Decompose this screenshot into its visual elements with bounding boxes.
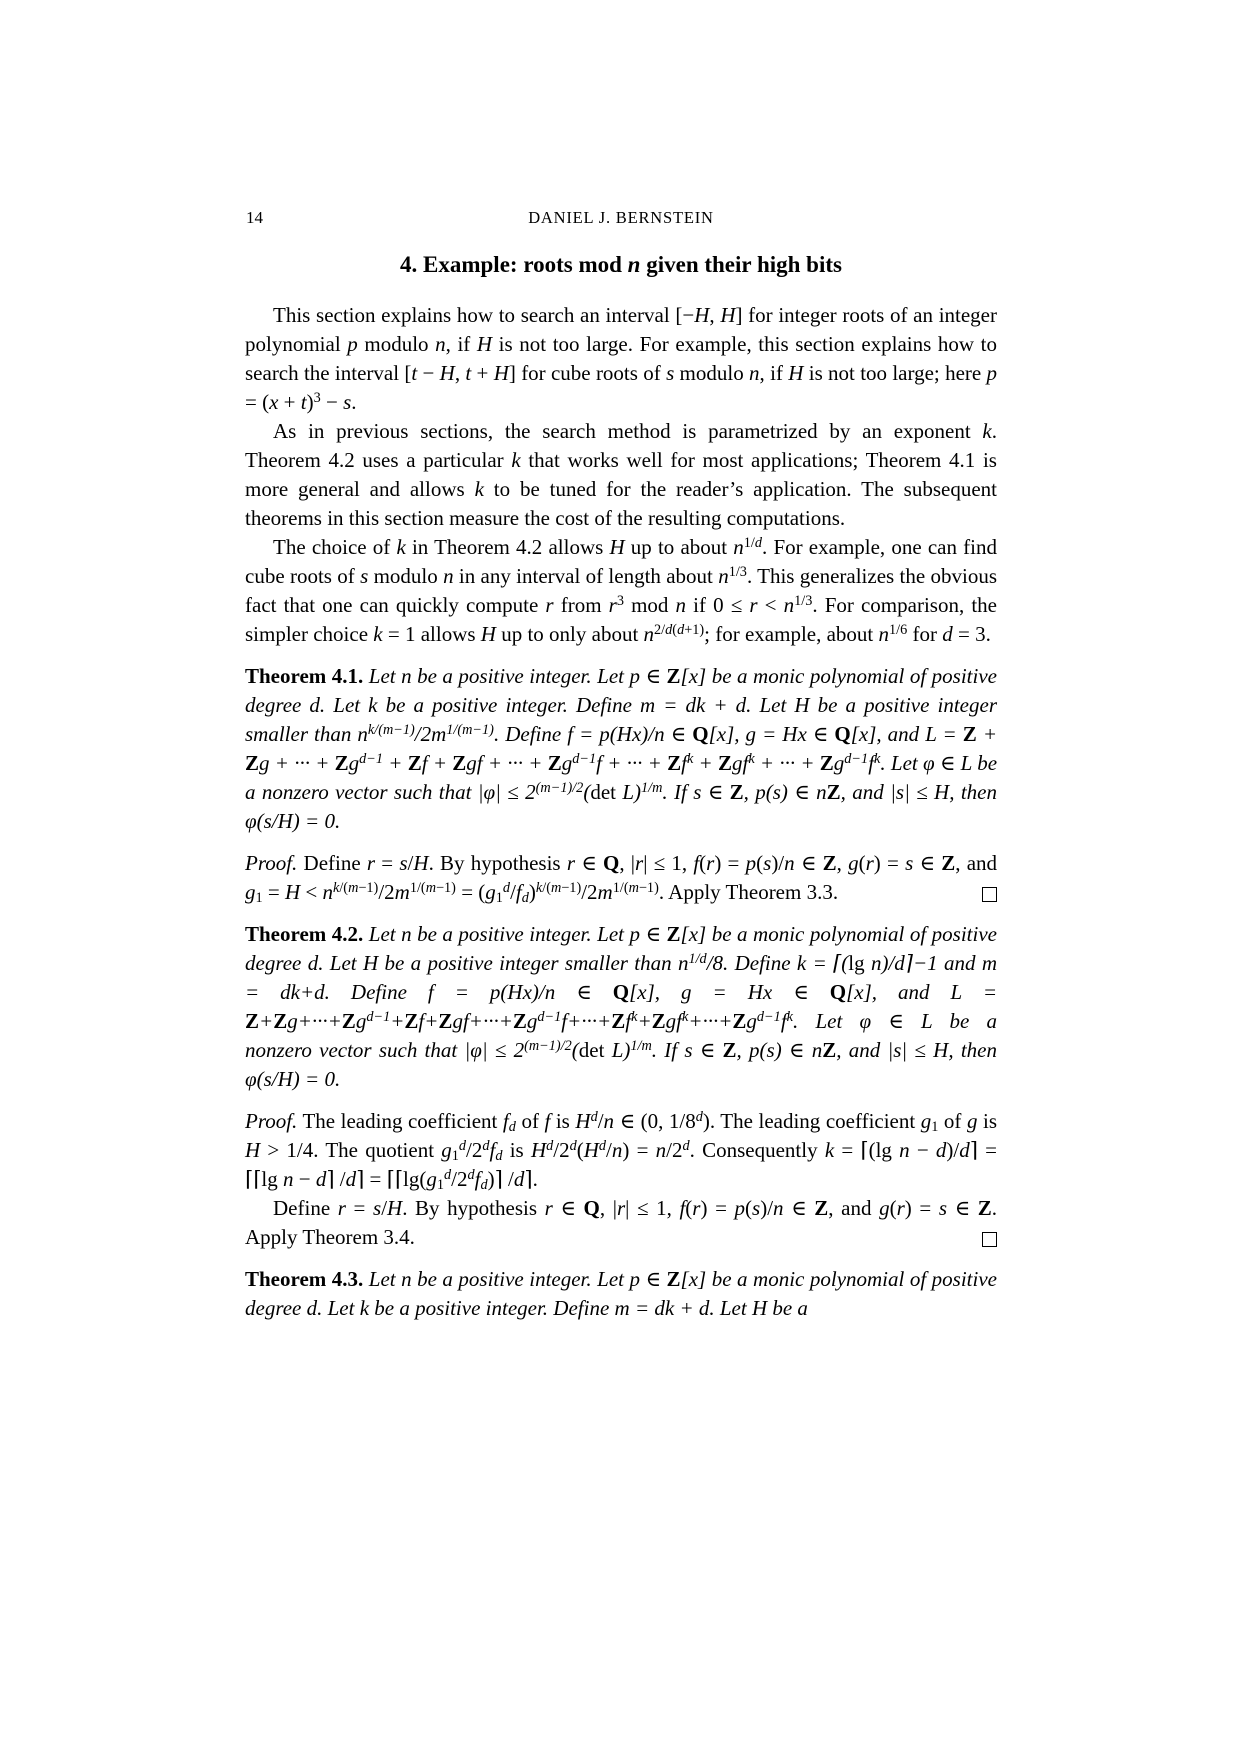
paragraph-parametrization: As in previous sections, the search method is parametrized by an exponent k. Theorem 4.2 uses a particular k that works well for most applications; Theorem 4.1 is more general and allows k to be tuned for the reader’s application. The subsequent theorems in this section measure the cost of the resulting computations. — [245, 419, 998, 530]
proof-4-2-part2: Define r = s/H. By hypothesis r ∈ Q, |r| ≤ 1, f(r) = p(s)/n ∈ Z, and g(r) = s ∈ Z. Apply Theorem 3.4. — [245, 1196, 998, 1249]
text-column — [245, 252, 997, 1323]
paragraph-choice-of-k: The choice of k in Theorem 4.2 allows H up to about $n^{1/d}$. For example, one can find cube roots of s modulo n in any interval of length about $n^{1/3}$. This generalizes the obvious fact that one can quickly compute r from $r^3$ mod n if $0 \le r < n^{1/3}$. For comparison, the simpler choice k = 1 allows H up to only about $n^{2/d(d+1)}$; for example, about $n^{1/6}$ for d = 3. — [245, 535, 997, 646]
theorem-4-1: Theorem 4.1. Let n be a positive integer. Let p ∈ Z[x] be a monic polynomial of positive degree d. Let k be a positive integer. Define m = dk + d. Let H be a positive integer smaller than $n^{k/(m-1)}/2m^{1/(m-1)}$. Define f = p(Hx)/n ∈ Q[x], g = Hx ∈ Q[x], and L = Z + Zg + ··· + $Zg^{d-1} + Zf$ + Zgf + ··· + $Zg^{d-1}f$ + ··· + $Zf^k + Zgf^k$ + ··· + $Zg^{d-1}f^k$. Let φ ∈ L be a nonzero vector such that $|\varphi| \le 2^{(m-1)/2}(\det$ L)$^{1/m}$. If s ∈ Z, p(s) ∈ nZ, and |s| ≤ H, then φ(s/H) = 0. — [245, 664, 998, 833]
theorem-4-2-label: Theorem 4.2. — [245, 922, 364, 946]
qed-box — [982, 887, 997, 902]
running-head-author: DANIEL J. BERNSTEIN — [528, 208, 714, 227]
theorem-4-2: Theorem 4.2. Let n be a positive integer. Let p ∈ Z[x] be a monic polynomial of positive degree d. Let H be a positive integer smaller than $n^{1/d}/8$. Define k = ⌈(lg n)/d⌉−1 and m = dk+d. Define f = p(Hx)/n ∈ Q[x], g = Hx ∈ Q[x], and $L = Z+Zg+\cdot\cdot\cdot+Zg^{d-1}+Zf+Zgf+\cdot\cdot\cdot+Zg^{d-1}f+\cdot\cdot\cdot+Zf^k+Zgf^k+\cdot\cdot\cdot+Zg^{d-1}f^k$. Let φ ∈ L be a nonzero vector such that $|\varphi| \le 2^{(m-1)/2}(\det$ L)$^{1/m}$. If s ∈ Z, p(s) ∈ nZ, and |s| ≤ H, then φ(s/H) = 0. — [245, 922, 998, 1091]
theorem-4-3: Theorem 4.3. Let n be a positive integer. Let p ∈ Z[x] be a monic polynomial of positive degree d. Let k be a positive integer. Define m = dk + d. Let H be a — [245, 1267, 997, 1320]
theorem-4-1-label: Theorem 4.1. — [245, 664, 364, 688]
proof-4-2-part1: Proof. The leading coefficient $f_d$ of f is $H^d/n$ ∈ (0, 1/8$^d$). The leading coefficient $g_1$ of g is H > 1/4. The quotient $g_1^d/2^df_d$ is $H^d/2^d(H^d/n) = n/2^d$. Consequently k = ⌈(lg n − d)/d⌉ = ⌈⌈lg n − d⌉ /d⌉ = $⌈⌈\lg(g_1^d/2^df_d)⌉$ /d⌉. — [245, 1109, 997, 1193]
theorem-4-3-label: Theorem 4.3. — [245, 1267, 364, 1291]
qed-box — [982, 1232, 997, 1247]
paragraph-intro: This section explains how to search an interval [−H, H] for integer roots of an integer polynomial p modulo n, if H is not too large. For example, this section explains how to search the interval [t − H, t + H] for cube roots of s modulo n, if H is not too large; here $p = (x + t)^3 - s$. — [245, 303, 998, 414]
running-header — [245, 209, 997, 227]
proof-4-1: Proof. Define r = s/H. By hypothesis r ∈ Q, |r| ≤ 1, f(r) = p(s)/n ∈ Z, g(r) = s ∈ Z, and $g_1 = H < n^{k/(m-1)}/2m^{1/(m-1)} = (g_1^d/f_d)^{k/(m-1)}/2m^{1/(m-1)}$. Apply Theorem 3.3. — [245, 851, 998, 906]
page-number: 14 — [246, 208, 263, 227]
section-heading: 4. Example: roots mod n given their high bits — [400, 252, 842, 277]
